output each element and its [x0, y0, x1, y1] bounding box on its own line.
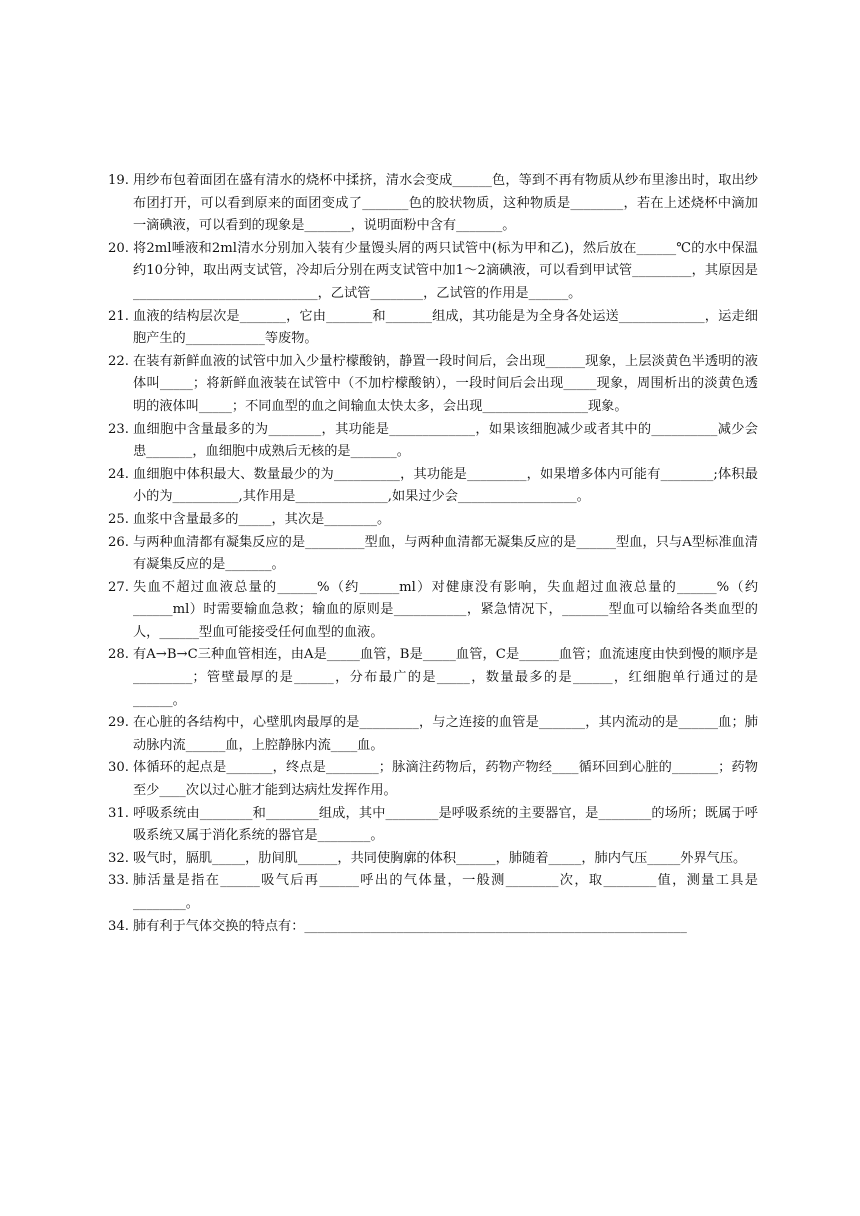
question-27	[108, 577, 758, 645]
question-24	[108, 464, 758, 509]
question-text: 血浆中含量最多的_____，其次是________。	[133, 511, 391, 527]
question-32	[108, 848, 758, 871]
question-number: 32.	[108, 850, 129, 866]
question-list	[108, 170, 758, 938]
question-25	[108, 509, 758, 532]
question-text: 肺有利于气体交换的特点有：__________________________________________________________	[133, 918, 687, 934]
question-number: 23.	[108, 421, 129, 437]
question-22	[108, 351, 758, 419]
question-number: 24.	[108, 466, 129, 482]
question-34	[108, 916, 758, 939]
question-text: 血细胞中体积最大、数量最少的为__________，其功能是_________，如果增多体内可能有________;体积最小的为__________,其作用是______________,如果过少会__________________。	[133, 466, 758, 505]
question-text: 血液的结构层次是_______，它由_______和_______组成，其功能是为全身各处运送_____________，运走细胞产生的____________等废物。	[133, 308, 758, 347]
question-text: 与两种血清都有凝集反应的是_________型血，与两种血清都无凝集反应的是______型血，只与A型标准血清有凝集反应的是_______。	[133, 534, 758, 573]
question-text: 有A→B→C三种血管相连，由A是_____血管，B是_____血管，C是______血管；血流速度由快到慢的顺序是_________；管壁最厚的是______，分布最广的是_____，数量最多的是______，红细胞单行通过的是______。	[133, 647, 758, 708]
question-31	[108, 803, 758, 848]
question-number: 28.	[108, 647, 129, 663]
question-20	[108, 238, 758, 306]
question-21	[108, 306, 758, 351]
question-number: 19.	[108, 173, 129, 188]
question-number: 29.	[108, 715, 129, 731]
question-number: 34.	[108, 918, 129, 934]
question-text: 将2ml唾液和2ml清水分别加入装有少量馒头屑的两只试管中(标为甲和乙)，然后放在______℃的水中保温约10分钟，取出两支试管，冷却后分别在两支试管中加1～2滴碘液，可以看到甲试管_________，其原因是____________________________，乙试管________，乙试管的作用是______。	[133, 240, 758, 301]
question-text: 失血不超过血液总量的______%（约______ml）对健康没有影响，失血超过血液总量的______%（约______ml）时需要输血急救；输血的原则是___________，紧急情况下，_______型血可以输给各类血型的人，______型血可能接受任何血型的血液。	[133, 579, 758, 640]
question-19	[108, 170, 758, 238]
question-30	[108, 757, 758, 802]
question-23	[108, 419, 758, 464]
question-number: 31.	[108, 805, 129, 821]
question-text: 吸气时，膈肌_____，肋间肌______，共同使胸廓的体积______，肺随着_____，肺内气压_____外界气压。	[133, 850, 747, 866]
question-text: 在心脏的各结构中，心壁肌肉最厚的是_________，与之连接的血管是_______，其内流动的是______血；肺动脉内流______血，上腔静脉内流____血。	[133, 715, 758, 753]
question-26	[108, 532, 758, 577]
question-28	[108, 644, 758, 712]
question-number: 22.	[108, 353, 129, 369]
question-number: 33.	[108, 873, 129, 889]
question-number: 21.	[108, 308, 129, 324]
question-text: 用纱布包着面团在盛有清水的烧杯中揉挤，清水会变成______色，等到不再有物质从纱布里渗出时，取出纱布团打开，可以看到原来的面团变成了_______色的胶状物质，这种物质是________，若在上述烧杯中滴加一滴碘液，可以看到的现象是_______，说明面粉中含有_______。	[133, 173, 758, 234]
question-number: 26.	[108, 534, 129, 550]
question-number: 27.	[108, 579, 129, 595]
question-text: 呼吸系统由________和________组成，其中________是呼吸系统的主要器官，是________的场所；既属于呼吸系统又属于消化系统的器官是________。	[133, 805, 758, 844]
question-33	[108, 870, 758, 915]
question-text: 血细胞中含量最多的为________，其功能是_____________，如果该细胞减少或者其中的__________减少会患_______，血细胞中成熟后无核的是_______。	[133, 421, 758, 460]
question-number: 30.	[108, 760, 129, 776]
question-text: 体循环的起点是_______，终点是________；脉滴注药物后，药物产物经____循环回到心脏的_______；药物至少____次以过心脏才能到达病灶发挥作用。	[133, 760, 758, 799]
question-number: 20.	[108, 240, 129, 256]
question-text: 肺活量是指在______吸气后再______呼出的气体量，一般测________次，取________值，测量工具是________。	[133, 873, 758, 911]
question-29	[108, 712, 758, 757]
question-text: 在装有新鲜血液的试管中加入少量柠檬酸钠，静置一段时间后，会出现______现象，上层淡黄色半透明的液体叫_____；将新鲜血液装在试管中（不加柠檬酸钠），一段时间后会出现_____现象，周围析出的淡黄色透明的液体叫_____；不同血型的血之间输血太快太多，会出现________________现象。	[133, 353, 758, 414]
question-number: 25.	[108, 511, 129, 527]
